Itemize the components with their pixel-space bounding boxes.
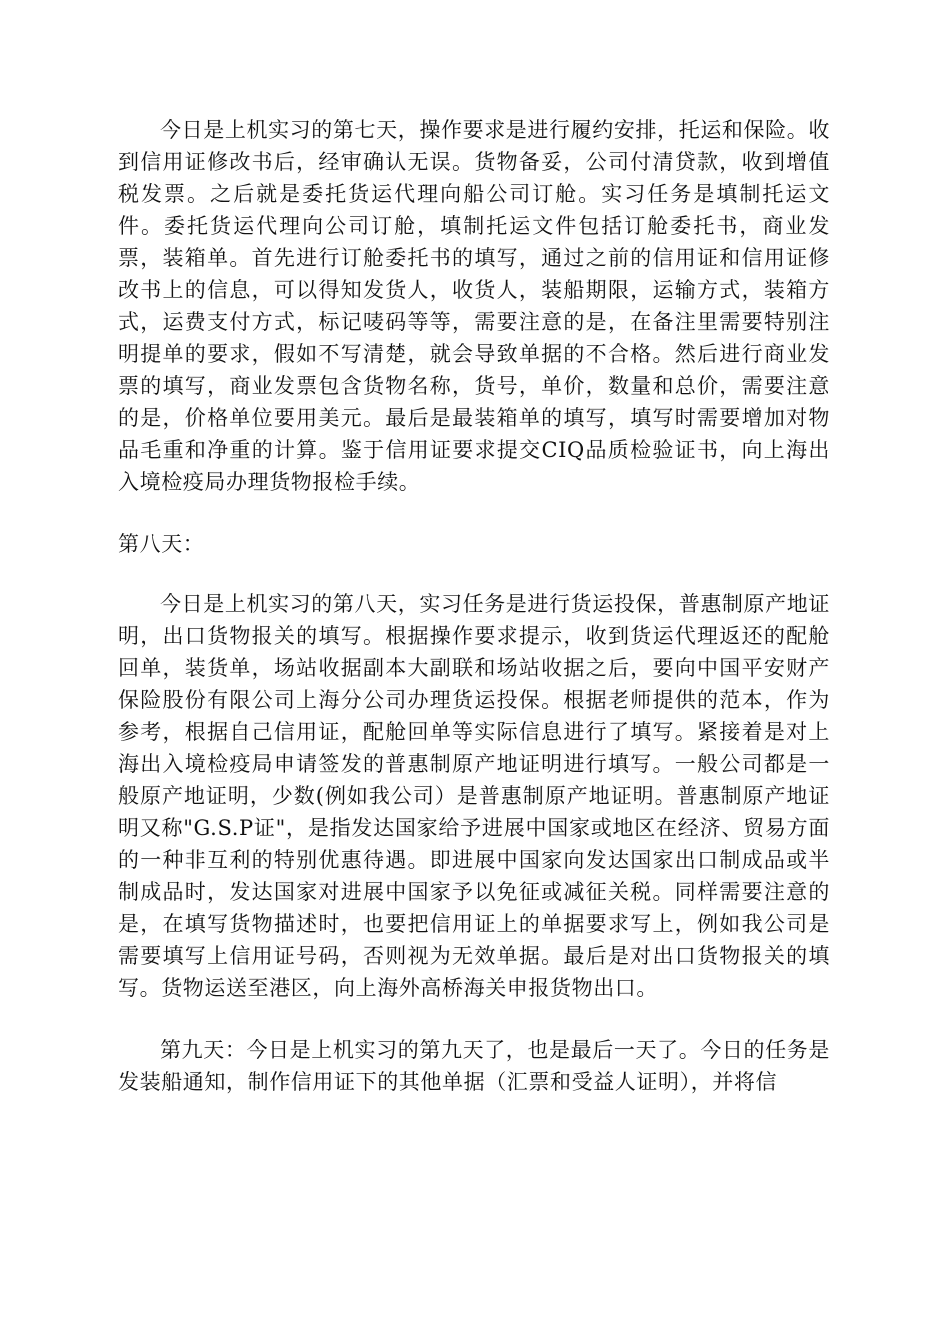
day7-paragraph: 今日是上机实习的第七天，操作要求是进行履约安排，托运和保险。收到信用证修改书后，经审确认无误。货物备妥，公司付清贷款，收到增值税发票。之后就是委托货运代理向船公司订舱。实习任务是填制托运文件。委托货运代理向公司订舱，填制托运文件包括订舱委托书，商业发票，装箱单。首先进行订舱委托书的填写，通过之前的信用证和信用证修改书上的信息，可以得知发货人，收货人，装船期限，运输方式，装箱方式，运费支付方式，标记唛码等等，需要注意的是，在备注里需要特别注明提单的要求，假如不写清楚，就会导致单据的不合格。然后进行商业发票的填写，商业发票包含货物名称，货号，单价，数量和总价，需要注意的是，价格单位要用美元。最后是最装箱单的填写，填写时需要增加对物品毛重和净重的计算。鉴于信用证要求提交CIQ品质检验证书，向上海出入境检疫局办理货物报检手续。 xyxy=(118,118,830,494)
day9-paragraph: 第九天：今日是上机实习的第九天了，也是最后一天了。今日的任务是发装船通知，制作信用证下的其他单据（汇票和受益人证明），并将信 xyxy=(118,1038,830,1094)
document-body xyxy=(118,114,830,1098)
day8-heading: 第八天： xyxy=(118,532,205,556)
day8-paragraph: 今日是上机实习的第八天，实习任务是进行货运投保，普惠制原产地证明，出口货物报关的填写。根据操作要求提示，收到货运代理返还的配舱回单，装货单，场站收据副本大副联和场站收据之后，要向中国平安财产保险股份有限公司上海分公司办理货运投保。根据老师提供的范本，作为参考，根据自己信用证，配舱回单等实际信息进行了填写。紧接着是对上海出入境检疫局申请签发的普惠制原产地证明进行填写。一般公司都是一般原产地证明，少数(例如我公司）是普惠制原产地证明。普惠制原产地证明又称"G.S.P证"，是指发达国家给予进展中国家或地区在经济、贸易方面的一种非互利的特别优惠待遇。即进展中国家向发达国家出口制成品或半制成品时，发达国家对进展中国家予以免征或减征关税。同样需要注意的是，在填写货物描述时，也要把信用证上的单据要求写上，例如我公司是需要填写上信用证号码，否则视为无效单据。最后是对出口货物报关的填写。货物运送至港区，向上海外高桥海关申报货物出口。 xyxy=(118,592,830,1000)
